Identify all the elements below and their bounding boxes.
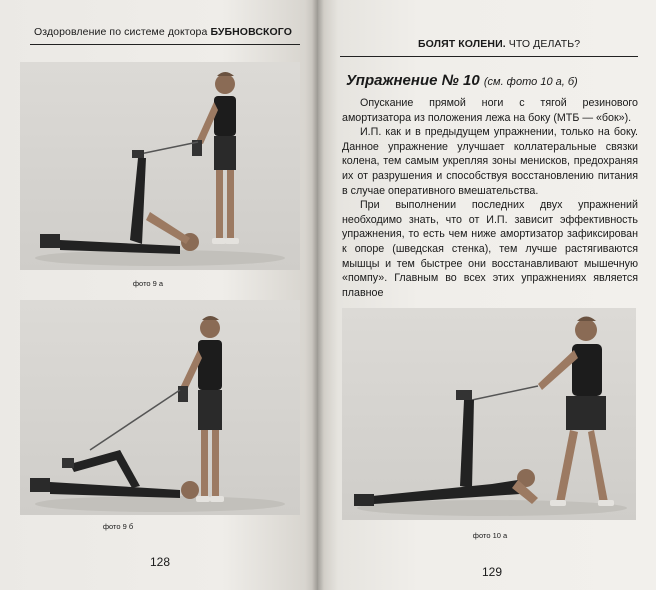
photo-10a [342,308,636,520]
photo-10a-illustration [342,308,636,520]
right-running-head [418,38,580,50]
paragraph-starting-position: И.П. как и в предыдущем упражнении, только на боку. Данное упражнение улучшает коллатеральные связки колена, тем самым укрепляя зоны менисков, предохраняя их от разрушения и способствуя восстановлению питания в случае оперативного вмешательства. [342,126,638,197]
right-page-number: 129 [482,565,503,579]
photo-9a-caption: фото 9 а [132,279,164,288]
photo-9b-caption: фото 9 б [102,522,134,531]
book-gutter [312,0,324,590]
right-running-head-plain: ЧТО ДЕЛАТЬ? [505,38,581,50]
photo-9b [20,300,300,515]
photo-9b-illustration [20,300,300,515]
photo-10a-caption: фото 10 а [472,531,508,540]
exercise-photo-ref: (см. фото 10 а, б) [483,76,578,88]
right-head-rule [340,56,638,57]
photo-9a-illustration [20,62,300,270]
left-running-head-plain: Оздоровление по системе доктора [34,26,211,38]
photo-9a [20,62,300,270]
left-running-head [34,26,292,38]
exercise-title [346,72,636,89]
paragraph-description: Опускание прямой ноги с тягой резинового амортизатора из положения лежа на боку (МТБ — «бок»). [342,97,638,124]
right-running-head-bold: БОЛЯТ КОЛЕНИ. [418,38,506,50]
exercise-body-text [342,96,638,300]
exercise-title-text: Упражнение № 10 [346,72,480,89]
left-page-number: 128 [150,555,171,569]
left-head-rule [30,44,300,45]
left-running-head-bold: БУБНОВСКОГО [210,26,292,38]
paragraph-execution-notes: При выполнении последних двух упражнений необходимо знать, что от И.П. зависит эффективность упражнения, то есть чем ниже амортизатор зафиксирован к опоре (шведская стенка), тем лучше растягиваются мышцы и тем быстрее они восстанавливают мышечную «помпу». Главным во всех этих упражнениях является плавное [342,199,638,299]
